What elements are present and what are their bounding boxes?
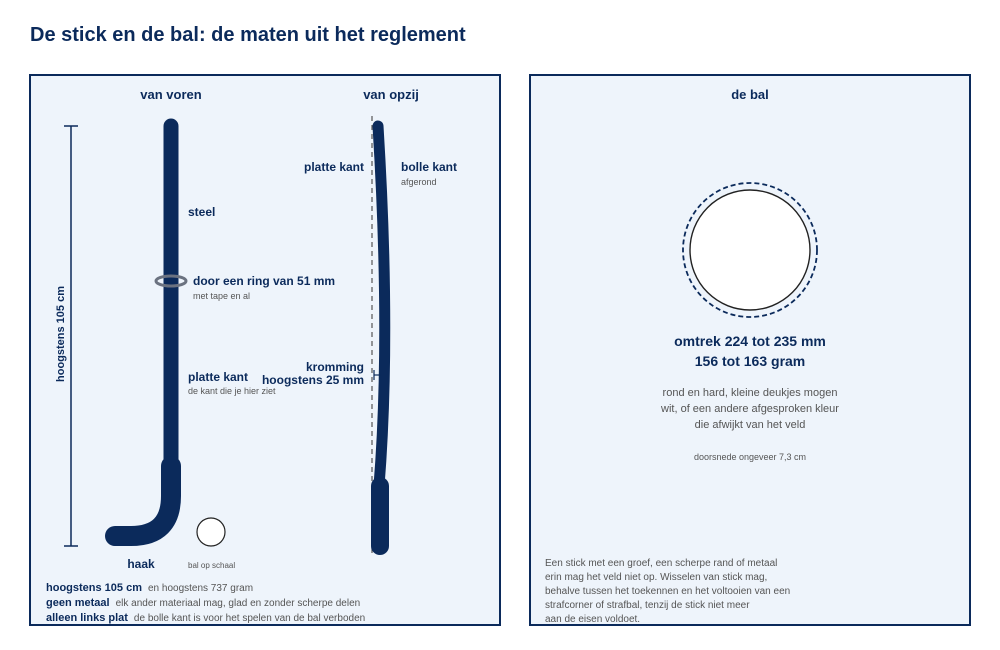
ball-to-scale [197, 518, 225, 546]
hook-label: haak [127, 557, 155, 571]
weight-label: 156 tot 163 gram [694, 353, 806, 369]
note-line: behalve tussen het toekennen en het voltooien van een [545, 586, 791, 597]
page-title: De stick en de bal: de maten uit het reglement [30, 24, 466, 46]
note-line: Een stick met een groef, een scherpe rand of metaal [545, 558, 778, 569]
ball-diagram [531, 76, 969, 624]
rule-item: geen metaal elk ander materiaal mag, glad en zonder scherpe delen [46, 597, 361, 609]
flat-side-label: platte kant [188, 370, 249, 384]
ball-description-line: die afwijkt van het veld [694, 419, 806, 431]
height-label: hoogstens 105 cm [55, 286, 67, 382]
curvature-limit-label: hoogstens 25 mm [261, 373, 364, 387]
stick-panel [29, 74, 501, 626]
side-round-sublabel: afgerond [401, 177, 437, 187]
stick-diagram [31, 76, 499, 624]
side-round-label: bolle kant [401, 160, 458, 174]
note-line: erin mag het veld niet op. Wisselen van stick mag, [545, 572, 768, 583]
stick-front [115, 126, 171, 536]
stick-side [378, 126, 385, 546]
shaft-label: steel [188, 205, 216, 219]
rule-item: alleen links plat de bolle kant is voor het spelen van de bal verboden [46, 612, 366, 624]
side-view-heading: van opzij [363, 87, 419, 102]
ball-icon [690, 190, 810, 310]
ball-description-line: rond en hard, kleine deukjes mogen [662, 387, 838, 399]
flat-side-sublabel: de kant die je hier ziet [188, 386, 276, 396]
curvature-label: kromming [305, 360, 364, 374]
ball-description-line: wit, of een andere afgesproken kleur [661, 403, 839, 415]
side-flat-label: platte kant [303, 160, 364, 174]
rule-item: hoogstens 105 cm en hoogstens 737 gram [46, 582, 254, 594]
rules-list [46, 582, 365, 624]
ball-scale-label: bal op schaal [188, 561, 236, 570]
diameter-label: doorsnede ongeveer 7,3 cm [693, 452, 807, 462]
ball-heading: de bal [731, 87, 769, 102]
note-line: strafcorner of strafbal, tenzij de stick niet meer [545, 600, 750, 611]
stick-rules-note [545, 558, 790, 624]
front-view-heading: van voren [140, 87, 202, 102]
note-line: aan de eisen voldoet. [545, 614, 641, 624]
ring-label: door een ring van 51 mm [193, 274, 336, 288]
ball-panel [529, 74, 971, 626]
circumference-label: omtrek 224 tot 235 mm [674, 333, 826, 349]
ring-sublabel: met tape en al [193, 291, 251, 301]
